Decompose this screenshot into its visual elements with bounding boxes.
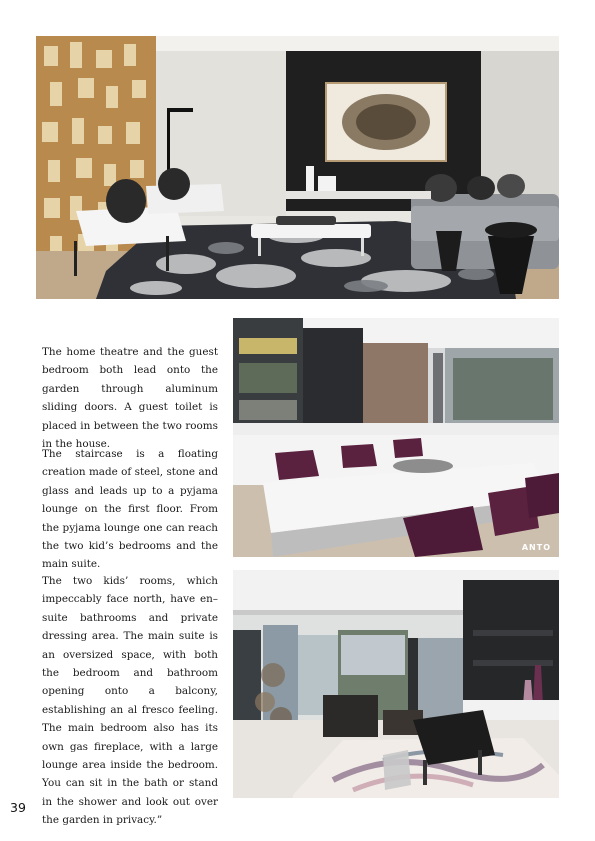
bedroom-photo <box>233 570 559 798</box>
article-paragraph: The home theatre and the guest bedroom both lead onto the garden through aluminum sliding doors. A guest toilet is placed in between the two rooms in the house. <box>42 346 218 451</box>
photo-watermark: ANTO <box>521 543 551 552</box>
article-paragraph: The staircase is a floating creation made of steel, stone and glass and leads up to a pyjama lounge on the first floor. From the pyjama lounge one can reach the two kid’s bedrooms and the main suite. <box>42 448 218 571</box>
dining-room-photo <box>233 318 559 557</box>
living-room-photo <box>36 36 559 299</box>
bedroom-image <box>233 570 559 798</box>
page-number: 39 <box>10 800 26 815</box>
living-room-image <box>36 36 559 299</box>
article-paragraph: The two kids’ rooms, which impeccably face north, have en–suite bathrooms and private dressing area. The main suite is an oversized space, with both the bedroom and bathroom opening onto a balcony, establishing an al fresco feeling. The main bedroom also has its own gas fireplace, with a large lounge area inside the bedroom. You can sit in the bath or stand in the shower and look out over the garden in privacy.” <box>42 575 218 827</box>
dining-room-image <box>233 318 559 557</box>
